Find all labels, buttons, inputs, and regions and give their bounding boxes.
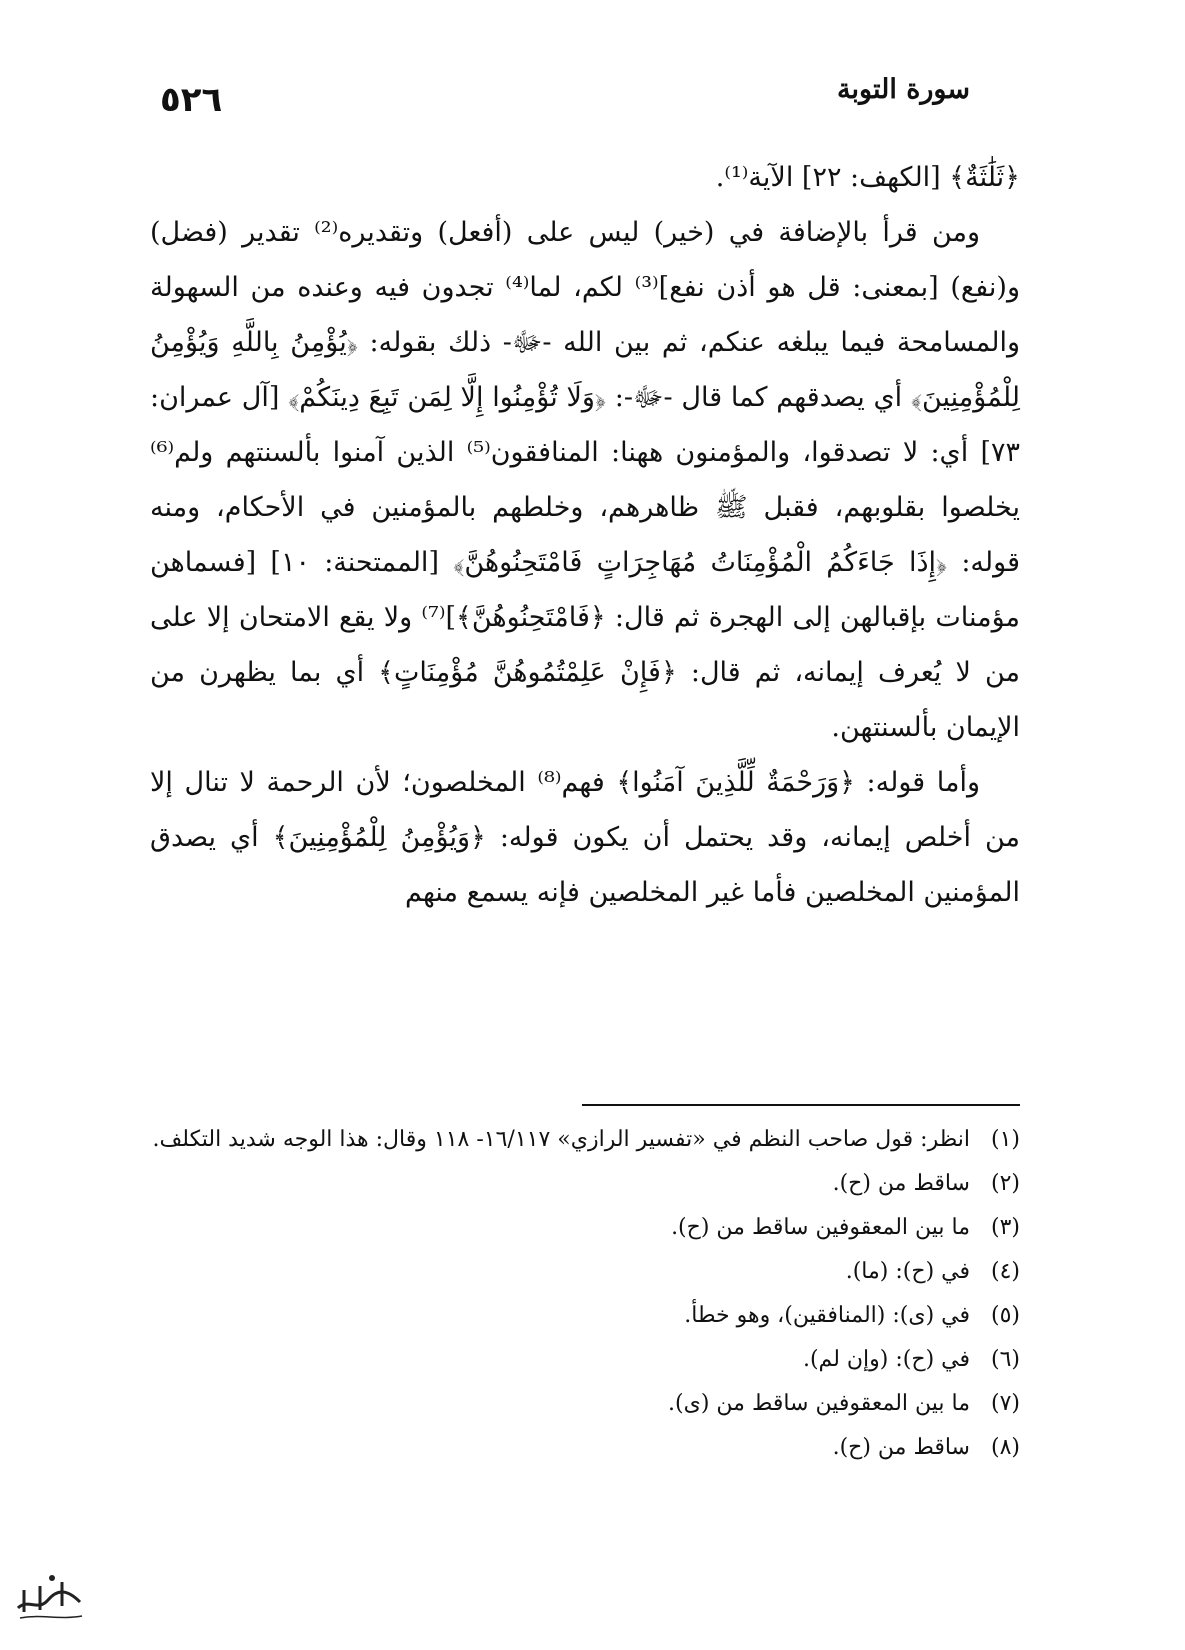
paragraph: ومن قرأ بالإضافة في (خير) ليس على (أفعل) وتقديره⁽²⁾ تقدير (فضل) و(نفع) [بمعنى: قل هو أذن نفع]⁽³⁾ لكم، لما⁽⁴⁾ تجدون فيه وعنده من السهولة والمسامحة فيما يبلغه عنكم، ثم بين الله -ﷻ- ذلك بقوله: ﴿يُؤْمِنُ بِاللَّهِ وَيُؤْمِنُ لِلْمُؤْمِنِينَ﴾ أي يصدقهم كما قال -ﷻ-: ﴿وَلَا تُؤْمِنُوا إِلَّا لِمَن تَبِعَ دِينَكُمْ﴾ [آل عمران: ٧٣] أي: لا تصدقوا، والمؤمنون ههنا: المنافقون⁽⁵⁾ الذين آمنوا بألسنتهم ولم⁽⁶⁾ يخلصوا بقلوبهم، فقبل ﷺ ظاهرهم، وخلطهم بالمؤمنين في الأحكام، ومنه قوله: ﴿إِذَا جَاءَكُمُ الْمُؤْمِنَاتُ مُهَاجِرَاتٍ فَامْتَحِنُوهُنَّ﴾ [الممتحنة: ١٠] [فسماهن مؤمنات بإقبالهن إلى الهجرة ثم قال: ﴿فَامْتَحِنُوهُنَّ﴾]⁽⁷⁾ ولا يقع الامتحان إلا على من لا يُعرف إيمانه، ثم قال: ﴿فَإِنْ عَلِمْتُمُوهُنَّ مُؤْمِنَاتٍ﴾ أي بما يظهرن من الإيمان بألسنتهن. [150, 217, 1020, 743]
footnotes [150, 1118, 1020, 1470]
footnote-text: انظر: قول صاحب النظم في «تفسير الرازي» ١٦/١١٧- ١١٨ وقال: هذا الوجه شديد التكلف. [152, 1127, 970, 1152]
paragraph: ﴿ثَلَٰثَةٌ﴾ [الكهف: ٢٢] الآية⁽¹⁾. [715, 162, 1020, 193]
footnote-number: (٣) [990, 1215, 1020, 1240]
footnote [150, 1118, 1020, 1162]
footnote [150, 1338, 1020, 1382]
footnote [150, 1294, 1020, 1338]
footnote-number: (٦) [990, 1347, 1020, 1372]
footnote-text: في (ح): (وإن لم). [802, 1347, 970, 1372]
footnote [150, 1206, 1020, 1250]
paragraph: وأما قوله: ﴿وَرَحْمَةٌ لِّلَّذِينَ آمَنُوا﴾ فهم⁽⁸⁾ المخلصون؛ لأن الرحمة لا تنال إلا من أخلص إيمانه، وقد يحتمل أن يكون قوله: ﴿وَيُؤْمِنُ لِلْمُؤْمِنِينَ﴾ أي يصدق المؤمنين المخلصين فأما غير المخلصين فإنه يسمع منهم [150, 767, 1020, 908]
footnote-text: ساقط من (ح). [832, 1435, 970, 1460]
footnote-number: (٥) [990, 1303, 1020, 1328]
main-text [150, 150, 1020, 920]
footnote [150, 1250, 1020, 1294]
footnote-number: (٢) [990, 1171, 1020, 1196]
footnote-number: (٧) [990, 1391, 1020, 1416]
footnote-text: ما بين المعقوفين ساقط من (ح). [671, 1215, 970, 1240]
footnote-number: (١) [990, 1127, 1020, 1152]
footnote [150, 1426, 1020, 1470]
logo-watermark [10, 1560, 90, 1630]
page-header [160, 72, 970, 122]
footnote-divider [582, 1104, 1020, 1106]
footnote-number: (٨) [990, 1435, 1020, 1460]
footnote-text: ما بين المعقوفين ساقط من (ى). [668, 1391, 970, 1416]
footnote-text: ساقط من (ح). [832, 1171, 970, 1196]
footnote [150, 1382, 1020, 1426]
surah-title: سورة التوبة [837, 74, 970, 105]
footnote-text: في (ى): (المنافقين)، وهو خطأ. [684, 1303, 970, 1328]
page-number: ٥٢٦ [160, 80, 223, 120]
footnote [150, 1162, 1020, 1206]
footnote-number: (٤) [990, 1259, 1020, 1284]
footnote-text: في (ح): (ما). [845, 1259, 970, 1284]
